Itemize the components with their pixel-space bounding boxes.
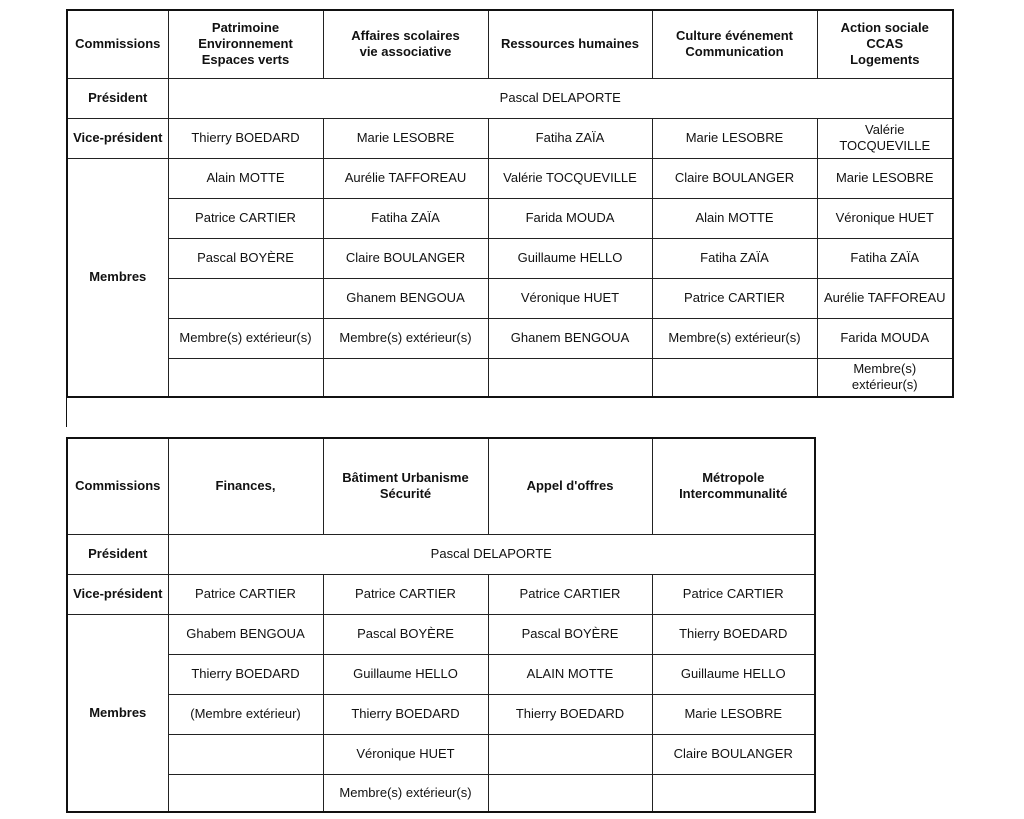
header-cell: Métropole Intercommunalité — [652, 438, 815, 534]
member-cell — [168, 358, 323, 397]
header-cell: Bâtiment Urbanisme Sécurité — [323, 438, 488, 534]
vice-president-cell: Patrice CARTIER — [652, 574, 815, 614]
member-cell: Claire BOULANGER — [652, 734, 815, 774]
member-cell: Claire BOULANGER — [652, 158, 817, 198]
member-cell: Thierry BOEDARD — [168, 654, 323, 694]
member-cell — [168, 774, 323, 812]
member-row — [67, 654, 815, 694]
header-cell: Patrimoine Environnement Espaces verts — [168, 10, 323, 78]
president-row — [67, 534, 815, 574]
header-cell: Commissions — [67, 10, 168, 78]
header-cell: Action sociale CCAS Logements — [817, 10, 953, 78]
commissions-table-1 — [66, 9, 954, 398]
header-cell: Ressources humaines — [488, 10, 652, 78]
member-row — [67, 198, 953, 238]
vice-president-cell: Patrice CARTIER — [488, 574, 652, 614]
member-cell: Membre(s) extérieur(s) — [323, 774, 488, 812]
members-label: Membres — [67, 614, 168, 812]
header-row — [67, 10, 953, 78]
member-cell: Pascal BOYÈRE — [488, 614, 652, 654]
member-cell: Guillaume HELLO — [323, 654, 488, 694]
header-cell: Finances, — [168, 438, 323, 534]
commissions-table-2 — [66, 437, 816, 813]
member-cell — [652, 774, 815, 812]
vice-president-row — [67, 574, 815, 614]
member-cell: Farida MOUDA — [817, 318, 953, 358]
vice-president-cell: Patrice CARTIER — [168, 574, 323, 614]
member-cell: Alain MOTTE — [168, 158, 323, 198]
member-cell: Véronique HUET — [323, 734, 488, 774]
member-cell: (Membre extérieur) — [168, 694, 323, 734]
member-row — [67, 694, 815, 734]
member-cell: Ghabem BENGOUA — [168, 614, 323, 654]
member-cell: Fatiha ZAÏA — [323, 198, 488, 238]
header-cell: Culture événement Communication — [652, 10, 817, 78]
vice-president-cell: Valérie TOCQUEVILLE — [817, 118, 953, 158]
header-cell: Affaires scolaires vie associative — [323, 10, 488, 78]
member-cell: Véronique HUET — [488, 278, 652, 318]
vice-president-cell: Marie LESOBRE — [652, 118, 817, 158]
member-cell — [488, 734, 652, 774]
member-cell: Farida MOUDA — [488, 198, 652, 238]
president-name: Pascal DELAPORTE — [168, 534, 815, 574]
vice-president-cell: Patrice CARTIER — [323, 574, 488, 614]
member-cell: ALAIN MOTTE — [488, 654, 652, 694]
member-cell — [652, 358, 817, 397]
member-cell: Ghanem BENGOUA — [323, 278, 488, 318]
header-cell: Commissions — [67, 438, 168, 534]
member-cell: Véronique HUET — [817, 198, 953, 238]
member-cell: Aurélie TAFFOREAU — [323, 158, 488, 198]
member-cell — [323, 358, 488, 397]
member-cell: Membre(s) extérieur(s) — [817, 358, 953, 397]
member-cell: Thierry BOEDARD — [488, 694, 652, 734]
member-cell: Thierry BOEDARD — [323, 694, 488, 734]
member-cell: Patrice CARTIER — [652, 278, 817, 318]
member-row — [67, 278, 953, 318]
member-cell: Membre(s) extérieur(s) — [652, 318, 817, 358]
member-cell: Ghanem BENGOUA — [488, 318, 652, 358]
member-cell: Fatiha ZAÏA — [817, 238, 953, 278]
member-cell: Marie LESOBRE — [817, 158, 953, 198]
member-cell: Aurélie TAFFOREAU — [817, 278, 953, 318]
vice-president-row — [67, 118, 953, 158]
member-cell: Guillaume HELLO — [652, 654, 815, 694]
member-row — [67, 358, 953, 397]
member-cell: Pascal BOYÈRE — [168, 238, 323, 278]
member-row — [67, 318, 953, 358]
vice-president-cell: Fatiha ZAÏA — [488, 118, 652, 158]
member-cell — [488, 358, 652, 397]
member-cell: Valérie TOCQUEVILLE — [488, 158, 652, 198]
member-row — [67, 238, 953, 278]
member-cell: Guillaume HELLO — [488, 238, 652, 278]
president-label: Président — [67, 534, 168, 574]
member-cell: Thierry BOEDARD — [652, 614, 815, 654]
member-cell: Alain MOTTE — [652, 198, 817, 238]
member-cell: Marie LESOBRE — [652, 694, 815, 734]
member-cell: Fatiha ZAÏA — [652, 238, 817, 278]
header-row — [67, 438, 815, 534]
president-name: Pascal DELAPORTE — [168, 78, 953, 118]
member-row — [67, 158, 953, 198]
member-cell — [488, 774, 652, 812]
member-cell — [168, 278, 323, 318]
member-cell: Membre(s) extérieur(s) — [168, 318, 323, 358]
vice-president-label: Vice-président — [67, 574, 168, 614]
members-label: Membres — [67, 158, 168, 397]
vice-president-cell: Marie LESOBRE — [323, 118, 488, 158]
member-row — [67, 614, 815, 654]
header-cell: Appel d'offres — [488, 438, 652, 534]
divider-line — [66, 397, 67, 427]
member-cell: Patrice CARTIER — [168, 198, 323, 238]
vice-president-label: Vice-président — [67, 118, 168, 158]
member-row — [67, 734, 815, 774]
member-cell: Membre(s) extérieur(s) — [323, 318, 488, 358]
president-row — [67, 78, 953, 118]
president-label: Président — [67, 78, 168, 118]
member-cell — [168, 734, 323, 774]
member-cell: Claire BOULANGER — [323, 238, 488, 278]
member-row — [67, 774, 815, 812]
vice-president-cell: Thierry BOEDARD — [168, 118, 323, 158]
member-cell: Pascal BOYÈRE — [323, 614, 488, 654]
